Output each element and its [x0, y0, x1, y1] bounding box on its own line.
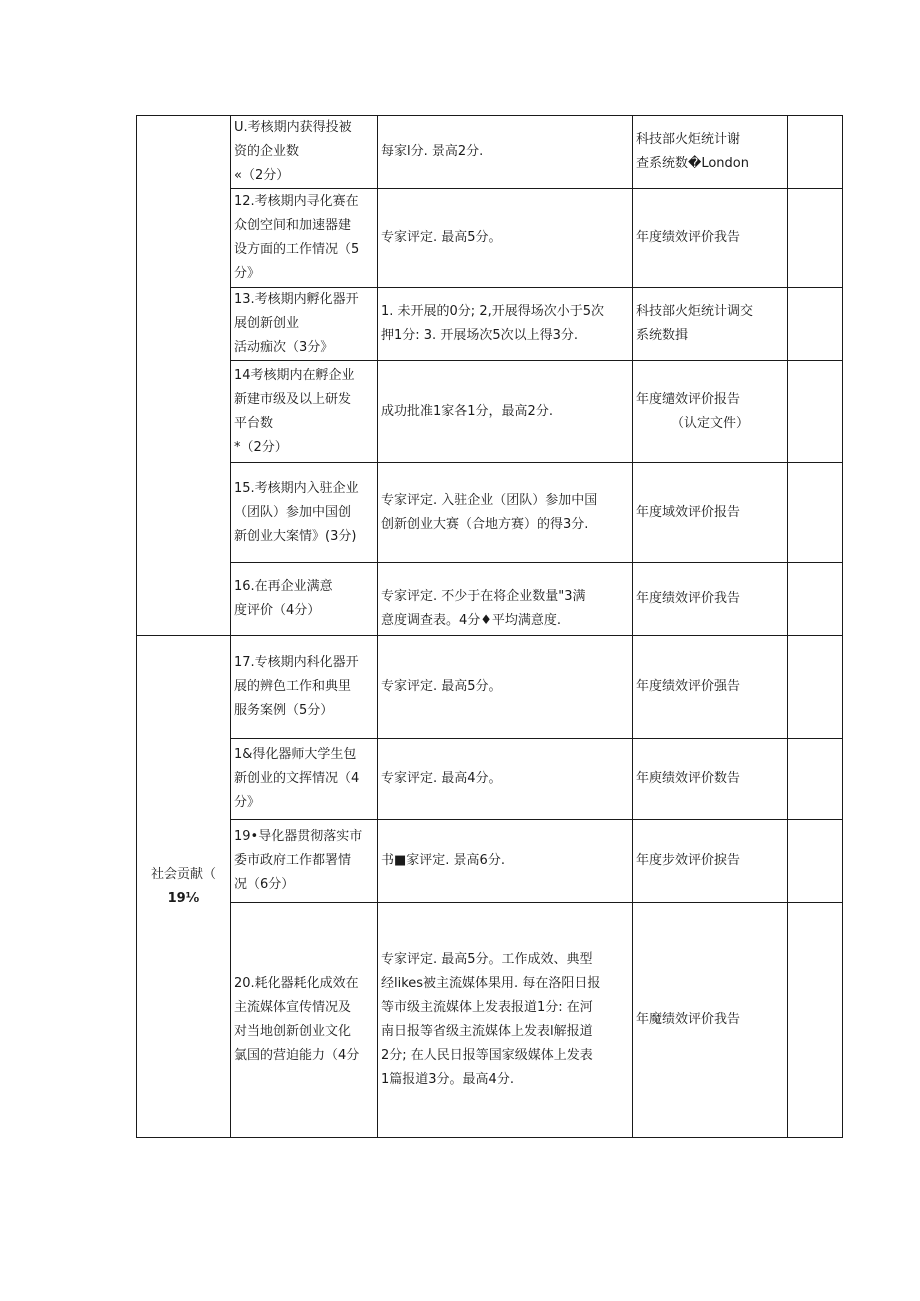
indicator-cell: U.考核期内获得投被 资的企业数 «（2分） — [231, 116, 378, 189]
score-cell — [788, 903, 843, 1138]
table-row — [137, 903, 843, 1138]
category-cell-social-contribution — [137, 636, 231, 1138]
score-cell — [788, 636, 843, 739]
indicator-cell: 15.考核期内入驻企业 （团队）参加中国创 新创业大案情》(3分) — [231, 463, 378, 563]
score-cell — [788, 116, 843, 189]
indicator-cell: 16.在再企业满意 度评价（4分） — [231, 563, 378, 636]
table-row — [137, 739, 843, 820]
score-cell — [788, 189, 843, 288]
source-cell: 年度绩效评价我告 — [633, 563, 788, 636]
standard-cell: 专家评定. 最高5分。工作成效、典型 经likes被主流媒体果用. 每在洛阳日报 等市级主流媒体上发表报道1分: 在河 南日报等省级主流媒体上发表l解报道 2分; 在人民日报等国家级媒体上发表 1篇报道3分。最高4分. — [378, 903, 633, 1138]
source-cell: 科技部火炬统计谢 查系统数�London — [633, 116, 788, 189]
source-cell: 年度绩效评价强告 — [633, 636, 788, 739]
indicator-cell: 13.考核期内孵化器开 展创新创业 活动痂次（3分》 — [231, 288, 378, 361]
table-row — [137, 820, 843, 903]
standard-cell: 专家评定. 最高5分。 — [378, 636, 633, 739]
source-cell: 年魔绩效评价我告 — [633, 903, 788, 1138]
indicator-cell: 20.耗化器耗化成效在 主流媒体宣传情况及 对当地创新创业文化 氯国的营迫能力（4分 — [231, 903, 378, 1138]
standard-cell: 1. 未开展的0分; 2,开展得场次小于5次 押1分: 3. 开展场次5次以上得3分. — [378, 288, 633, 361]
evaluation-table — [136, 115, 843, 1138]
category-cell-previous — [137, 116, 231, 636]
score-cell — [788, 288, 843, 361]
standard-cell: 成功批准1家各1分，最高2分. — [378, 361, 633, 463]
standard-cell: 书■家评定. 景高6分. — [378, 820, 633, 903]
category-label: 社会贡献（ — [150, 866, 216, 882]
score-cell — [788, 463, 843, 563]
standard-cell: 专家评定. 入驻企业（团队）参加中国 创新创业大赛（合地方赛）的得3分. — [378, 463, 633, 563]
standard-cell: 专家评定. 最高4分。 — [378, 739, 633, 820]
source-cell: 年度缱效评价报告 （认定文件） — [633, 361, 788, 463]
standard-cell: 每家l分. 景高2分. — [378, 116, 633, 189]
source-cell: 年度域效评价报告 — [633, 463, 788, 563]
table-row — [137, 636, 843, 739]
source-cell: 科技部火炬统计调交 系统数揖 — [633, 288, 788, 361]
score-cell — [788, 563, 843, 636]
table-row — [137, 563, 843, 636]
score-cell — [788, 361, 843, 463]
table-row — [137, 288, 843, 361]
table-row — [137, 463, 843, 563]
standard-cell: 专家评定. 最高5分。 — [378, 189, 633, 288]
indicator-cell: 19•导化器贯彻落实市 委市政府工作都署情 况（6分） — [231, 820, 378, 903]
standard-cell: 专家评定. 不少于在将企业数量"3满 意度调查表。4分♦平均满意度. — [378, 563, 633, 636]
indicator-cell: 14考核期内在孵企业 新建市级及以上研发 平台数 *（2分） — [231, 361, 378, 463]
source-cell: 年度步效评价捩告 — [633, 820, 788, 903]
source-cell: 年庾绩效评价数告 — [633, 739, 788, 820]
source-cell: 年度绩效评价我告 — [633, 189, 788, 288]
score-cell — [788, 820, 843, 903]
indicator-cell: 17.专核期内科化器开 展的辨色工作和典里 服务案例（5分） — [231, 636, 378, 739]
category-weight: 19⅟₀ — [167, 890, 200, 906]
table-row — [137, 189, 843, 288]
indicator-cell: 12.考核期内寻化赛在 众创空间和加速器建 设方面的工作情况（5 分》 — [231, 189, 378, 288]
indicator-cell: 1&得化器师大学生包 新创业的文挥情况（4 分》 — [231, 739, 378, 820]
table-row — [137, 361, 843, 463]
score-cell — [788, 739, 843, 820]
table-row — [137, 116, 843, 189]
